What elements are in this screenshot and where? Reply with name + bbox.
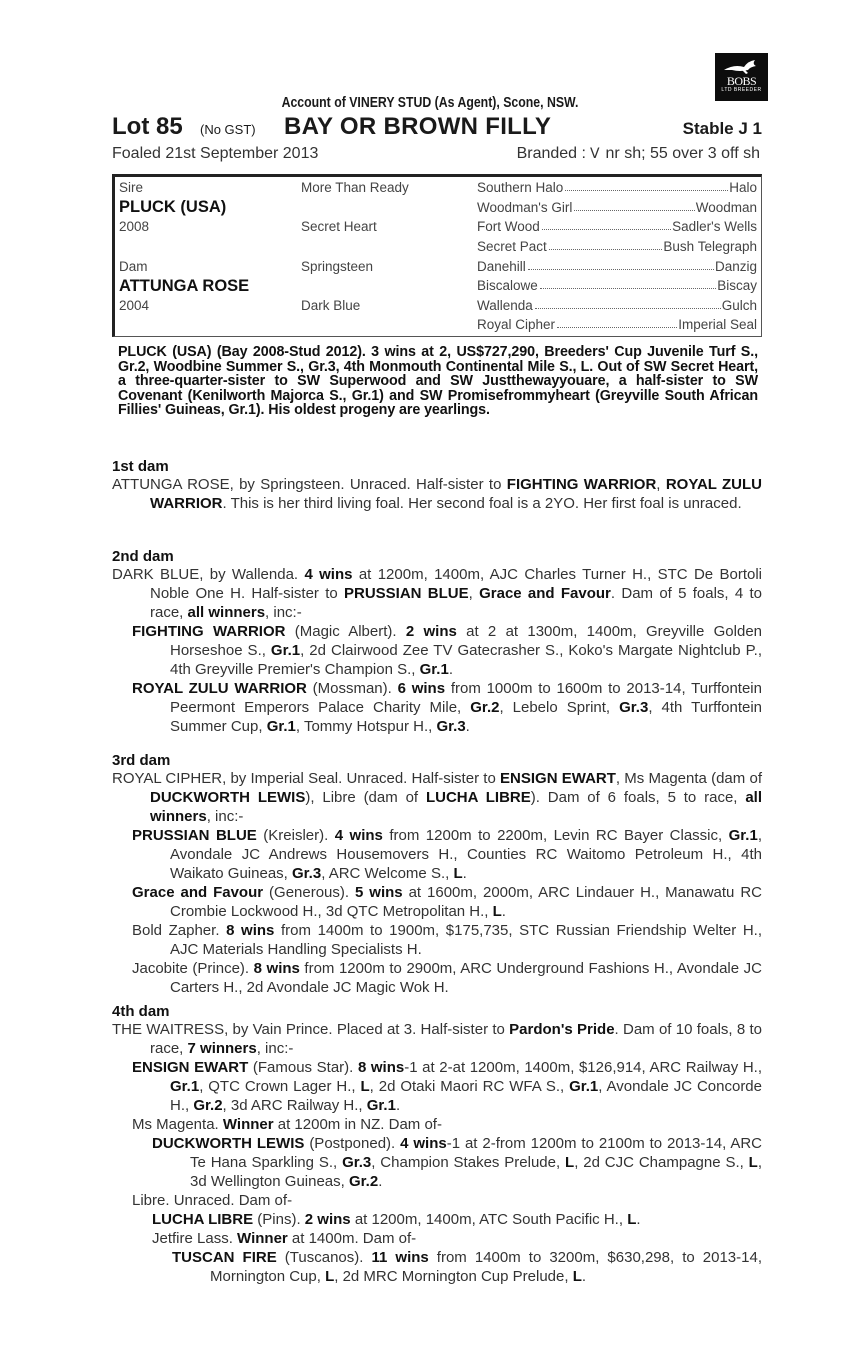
produce-entry: Jetfire Lass. Winner at 1400m. Dam of-: [152, 1230, 417, 1247]
brand-mark-icon: V: [589, 146, 600, 162]
sire-dam: Secret Heart: [301, 219, 377, 234]
sire-year: 2008: [119, 219, 150, 234]
horse-description: BAY OR BROWN FILLY: [284, 113, 552, 140]
brand-detail: nr sh; 55 over 3 off sh: [605, 145, 760, 162]
gst-note: (No GST): [200, 122, 256, 137]
brand-info: [517, 145, 760, 163]
produce-entry: FIGHTING WARRIOR (Magic Albert). 2 wins at 2 at 1300m, 1400m, Greyville Golden Horseshoe S., Gr.1, 2d Clairwood Zee TV Gatecrasher S., Koko's Margate Nightclub P., 4th Greyville Premier's Champion S., Gr.1.: [132, 623, 763, 678]
dam-label: Dam: [119, 259, 148, 274]
section-heading: 2nd dam: [112, 548, 174, 565]
produce-entry: ENSIGN EWART (Famous Star). 8 wins-1 at 2-at 1200m, 1400m, $126,914, ARC Railway H., Gr.1, QTC Crown Lager H., L, 2d Otaki Maori RC WFA S., Gr.1, Avondale JC Concorde H., Gr.2, 3d ARC Railway H., Gr.1.: [132, 1059, 763, 1114]
branded-label: Branded :: [516, 145, 586, 162]
produce-entry: ROYAL CIPHER, by Imperial Seal. Unraced. Half-sister to ENSIGN EWART, Ms Magenta (dam of DUCKWORTH LEWIS), Libre (dam of LUCHA LIBRE). Dam of 6 foals, 5 to race, all winners, inc:-: [112, 770, 763, 825]
dam-sire: Springsteen: [301, 259, 374, 274]
gen3-horse: Woodman's Girl: [477, 200, 573, 215]
logo-subtitle: LTD BREEDER: [721, 87, 762, 93]
gen3-horse: Southern Halo: [477, 180, 564, 195]
sire-name: PLUCK (USA): [119, 198, 227, 216]
gen3-horse: Secret Pact: [477, 239, 547, 254]
produce-entry: ROYAL ZULU WARRIOR (Mossman). 6 wins from 1000m to 1600m to 2013-14, Turffontein Peermont Emperors Palace Charity Mile, Gr.2, Lebelo Sprint, Gr.3, 4th Turffontein Summer Cup, Gr.1, Tommy Hotspur H., Gr.3.: [132, 680, 763, 735]
gen3-row: [477, 278, 757, 293]
vendor-account: Account of VINERY STUD (As Agent), Scone, NSW.: [281, 94, 579, 111]
produce-entry: LUCHA LIBRE (Pins). 2 wins at 1200m, 1400m, ATC South Pacific H., L.: [152, 1211, 641, 1228]
gen3-sire: Halo: [729, 180, 757, 195]
produce-entry: Ms Magenta. Winner at 1200m in NZ. Dam of-: [132, 1116, 442, 1133]
dam-year: 2004: [119, 298, 150, 313]
sire-summary: PLUCK (USA) (Bay 2008-Stud 2012). 3 wins at 2, US$727,290, Breeders' Cup Juvenile Turf S., Gr.2, Woodbine Summer S., Gr.3, 4th Monmouth Continental Mile S., L. Out of SW Secret Heart, a three-quarter-sister to SW Superwood and SW Justthewayyouare, a half-sister to SW Covenant (Kenilworth Majorca S., Gr.1) and SW Promisefrommyheart (Greyville South African Fillies' Guineas, Gr.1). His oldest progeny are yearlings.: [118, 344, 758, 419]
lot-number: Lot 85: [112, 113, 183, 140]
gen3-row: [477, 180, 757, 195]
produce-entry: TUSCAN FIRE (Tuscanos). 11 wins from 1400m to 3200m, $630,298, to 2013-14, Mornington Cup, L, 2d MRC Mornington Cup Prelude, L.: [172, 1249, 762, 1285]
produce-entry: PRUSSIAN BLUE (Kreisler). 4 wins from 1200m to 2200m, Levin RC Bayer Classic, Gr.1, Avondale JC Andrews Housemovers H., Counties RC Waitomo Petroleum H., 4th Waikato Guineas, Gr.3, ARC Welcome S., L.: [132, 827, 762, 882]
section-heading: 3rd dam: [112, 752, 171, 769]
gen3-row: [477, 200, 757, 215]
logo-name: BOBS: [726, 74, 757, 88]
gen3-row: [477, 317, 757, 332]
produce-entry: Jacobite (Prince). 8 wins from 1200m to 2900m, ARC Underground Fashions H., Avondale JC Carters H., 2d Avondale JC Magic Wok H.: [132, 960, 762, 996]
gen3-sire: Sadler's Wells: [672, 219, 757, 234]
dam-dam: Dark Blue: [301, 298, 361, 313]
stable-location: Stable J 1: [682, 119, 762, 138]
sire-sire: More Than Ready: [301, 180, 409, 195]
gen3-horse: Fort Wood: [477, 219, 540, 234]
section-heading: 4th dam: [112, 1003, 170, 1020]
dam-section-2: [112, 548, 762, 736]
gen3-sire: Danzig: [714, 259, 757, 274]
gen3-sire: Bush Telegraph: [663, 239, 757, 254]
gen3-horse: Biscalowe: [477, 278, 538, 293]
produce-entry: THE WAITRESS, by Vain Prince. Placed at 3. Half-sister to Pardon's Pride. Dam of 10 foals, 8 to race, 7 winners, inc:-: [112, 1021, 762, 1057]
dam-section-4: [112, 1003, 762, 1286]
produce-entry: ATTUNGA ROSE, by Springsteen. Unraced. Half-sister to FIGHTING WARRIOR, ROYAL ZULU WARRIOR. This is her third living foal. Her second foal is a 2YO. Her first foal is unraced.: [112, 476, 763, 512]
foaled-date: Foaled 21st September 2013: [112, 145, 319, 162]
gen3-sire: Gulch: [721, 298, 757, 313]
gen3-horse: Royal Cipher: [477, 317, 556, 332]
section-heading: 1st dam: [112, 458, 169, 475]
gen3-sire: Biscay: [717, 278, 757, 293]
gen3-row: [477, 239, 757, 254]
produce-entry: Grace and Favour (Generous). 5 wins at 1600m, 2000m, ARC Lindauer H., Manawatu RC Crombie Lockwood H., 3d QTC Metropolitan H., L.: [132, 884, 762, 920]
pedigree-table: [112, 174, 762, 337]
gen3-row: [477, 259, 757, 274]
gen3-horse: Wallenda: [477, 298, 533, 313]
lot-header: [112, 113, 762, 143]
gen3-horse: Danehill: [477, 259, 526, 274]
dam-name: ATTUNGA ROSE: [119, 277, 250, 295]
dam-section-1: [112, 458, 762, 513]
produce-entry: Bold Zapher. 8 wins from 1400m to 1900m, $175,735, STC Russian Friendship Welter H., AJC Materials Handling Specialists H.: [132, 922, 762, 958]
sire-label: Sire: [119, 180, 144, 195]
gen3-sire: Woodman: [695, 200, 757, 215]
produce-entry: DUCKWORTH LEWIS (Postponed). 4 wins-1 at 2-from 1200m to 2100m to 2013-14, ARC Te Hana Sparkling S., Gr.3, Champion Stakes Prelude, L, 2d CJC Champagne S., L, 3d Wellington Guineas, Gr.2.: [152, 1135, 762, 1190]
gen3-sire: Imperial Seal: [678, 317, 757, 332]
produce-entry: Libre. Unraced. Dam of-: [132, 1192, 293, 1209]
dam-section-3: [112, 752, 762, 997]
gen3-row: [477, 219, 757, 234]
produce-entry: DARK BLUE, by Wallenda. 4 wins at 1200m, 1400m, AJC Charles Turner H., STC De Bortoli Noble One H. Half-sister to PRUSSIAN BLUE, Grace and Favour. Dam of 5 foals, 4 to race, all winners, inc:-: [112, 566, 763, 621]
gen3-row: [477, 298, 757, 313]
